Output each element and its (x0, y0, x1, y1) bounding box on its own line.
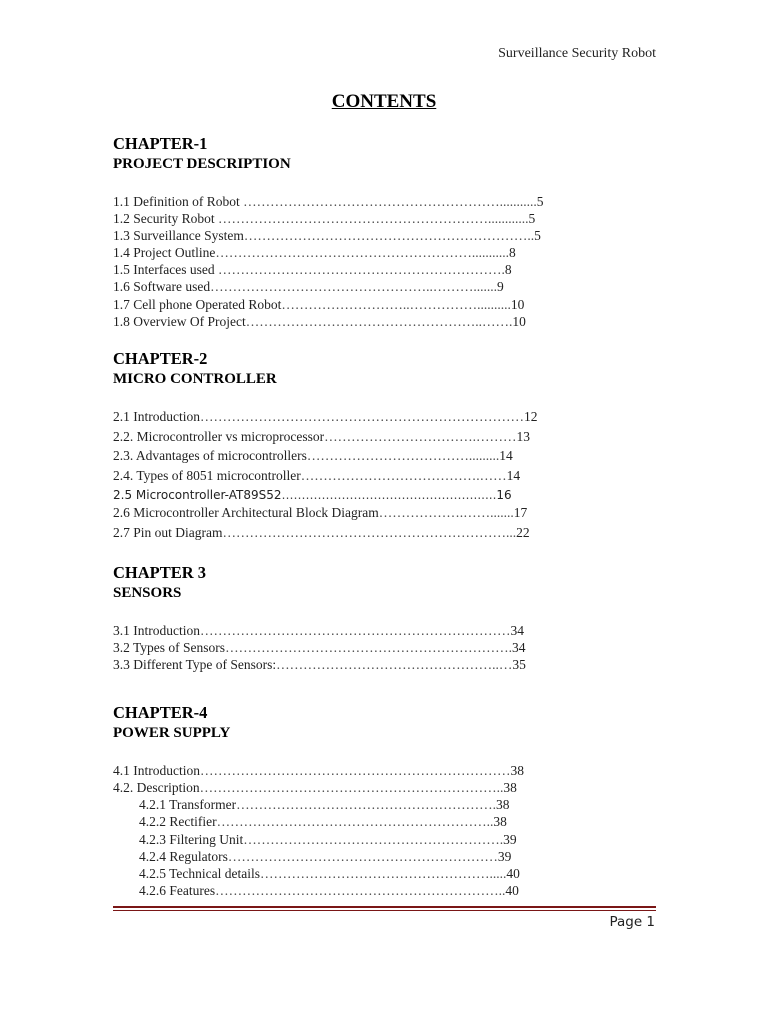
toc-entry-title: 4.2.3 Filtering Unit (139, 832, 244, 847)
toc-entry-page: 38 (510, 763, 524, 778)
toc-entry-page: 38 (493, 814, 507, 829)
toc-entry-title: 4.2.2 Rectifier (139, 814, 217, 829)
toc-entry[interactable] (113, 193, 573, 210)
toc-entry[interactable] (113, 487, 577, 504)
toc-entry[interactable] (113, 447, 577, 464)
toc-entry-title: 3.1 Introduction (113, 623, 200, 638)
toc-leader: ……………………………………………..……. (245, 314, 513, 329)
toc-leader: …………………………………………………… (227, 849, 498, 864)
toc-entry-page: 8 (504, 262, 512, 277)
toc-entry[interactable] (113, 296, 573, 313)
toc-entry[interactable] (113, 467, 577, 484)
toc-entry-page: 8 (508, 245, 516, 260)
toc-leader: ………………………………………………………….. (199, 780, 504, 795)
toc-entry-page: 16 (496, 488, 512, 502)
toc-leader: …………………………………………..… (276, 657, 513, 672)
footer-divider-thin (113, 910, 656, 911)
running-header: Surveillance Security Robot (498, 46, 656, 61)
footer-divider (113, 906, 656, 908)
chapter-1-heading (113, 134, 291, 174)
toc-entry-title: 2.2. Microcontroller vs microprocessor (113, 429, 325, 444)
chapter-2-heading (113, 349, 277, 389)
toc-entry-page: 39 (497, 849, 512, 864)
toc-entry[interactable] (113, 278, 573, 295)
toc-entry-page: 9 (496, 279, 504, 294)
toc-entry-title: 1.8 Overview Of Project (113, 314, 246, 329)
toc-entry-title: 2.6 Microcontroller Architectural Block Diagram (113, 505, 379, 520)
toc-entry-page: 10 (510, 297, 525, 312)
toc-leader: ………………………………………………………. (217, 262, 505, 277)
toc-entry[interactable] (139, 865, 573, 882)
toc-entry-title: 4.2. Description (113, 780, 200, 795)
toc-entry-page: 40 (506, 866, 520, 881)
toc-entry[interactable] (113, 261, 573, 278)
toc-entry[interactable] (113, 639, 575, 656)
page-number: Page 1 (609, 914, 655, 930)
toc-entry[interactable] (139, 882, 573, 899)
toc-leader: …………………………………………..………....... (210, 279, 497, 294)
toc-entry-title: 4.1 Introduction (113, 763, 200, 778)
toc-leader: ……………………………………………………….. (215, 883, 506, 898)
toc-leader: ………………………………….…… (300, 468, 507, 483)
toc-entry-title: 4.2.5 Technical details (139, 866, 261, 881)
toc-entry-title: 1.6 Software used (113, 279, 211, 294)
toc-entry-page: 14 (506, 468, 521, 483)
toc-entry[interactable] (139, 848, 573, 865)
toc-entry[interactable] (113, 656, 575, 673)
chapter-number: CHAPTER-4 (113, 703, 208, 722)
toc-entry-page: 5 (536, 194, 544, 209)
toc-leader: ……………………………………………..... (260, 866, 507, 881)
toc-entry[interactable] (113, 408, 575, 425)
toc-entry-page: 17 (513, 505, 528, 520)
chapter-number: CHAPTER-2 (113, 349, 208, 368)
toc-leader: …………………………………………………. (243, 832, 504, 847)
toc-entry-page: 38 (496, 797, 510, 812)
toc-leader: ……………………………………………………............ (218, 211, 529, 226)
toc-entry-title: 4.2.1 Transformer (139, 797, 237, 812)
toc-leader: ………………………………………………………. (225, 640, 512, 655)
toc-entry-page: 34 (511, 640, 526, 655)
toc-leader: ……………………………………………………….. (243, 228, 535, 243)
chapter-title: MICRO CONTROLLER (113, 371, 277, 387)
chapter-title: POWER SUPPLY (113, 725, 231, 741)
toc-entry-title: 1.1 Definition of Robot (113, 194, 244, 209)
toc-entry-title: 1.7 Cell phone Operated Robot (113, 297, 282, 312)
toc-entry-page: 34 (510, 623, 524, 638)
toc-entry-page: 38 (503, 780, 517, 795)
toc-entry[interactable] (113, 762, 569, 779)
toc-entry-page: 22 (516, 525, 530, 540)
toc-leader: ……………….……....... (378, 505, 514, 520)
chapter-number: CHAPTER-1 (113, 134, 208, 153)
toc-entry-page: 35 (512, 657, 526, 672)
toc-entry[interactable] (113, 244, 573, 261)
toc-entry[interactable] (113, 622, 575, 639)
toc-entry-title: 2.7 Pin out Diagram (113, 525, 223, 540)
toc-leader: ………………………………......... (306, 448, 500, 463)
chapter-3-heading (113, 563, 206, 603)
toc-entry-title: 3.2 Types of Sensors (113, 640, 226, 655)
toc-entry-title: 1.4 Project Outline (113, 245, 216, 260)
toc-entry-title: 2.3. Advantages of microcontrollers (113, 448, 307, 463)
toc-leader: …………………………………………………….. (216, 814, 494, 829)
toc-entry-title: 1.2 Security Robot (113, 211, 218, 226)
chapter-title: PROJECT DESCRIPTION (113, 156, 291, 172)
toc-entry[interactable] (139, 831, 573, 848)
toc-entry-page: 13 (516, 429, 530, 444)
toc-entry-page: 14 (499, 448, 513, 463)
toc-entry-page: 12 (524, 409, 538, 424)
toc-entry-title: 4.2.4 Regulators (139, 849, 228, 864)
toc-entry-title: 1.3 Surveillance System (113, 228, 244, 243)
toc-entry[interactable] (113, 210, 573, 227)
toc-leader: …………………………………………………………… (200, 623, 511, 638)
toc-entry-title: 2.4. Types of 8051 microcontroller (113, 468, 301, 483)
toc-entry[interactable] (139, 796, 573, 813)
toc-entry-title: 1.5 Interfaces used (113, 262, 218, 277)
chapter-4-heading (113, 703, 230, 743)
toc-entry-title: 2.5 Microcontroller-AT89S52 (113, 488, 282, 502)
toc-entry[interactable] (113, 428, 581, 445)
toc-entry[interactable] (139, 813, 573, 830)
toc-leader: …………………………………………………………… (200, 763, 511, 778)
toc-leader: …………………………………………...... (281, 488, 497, 502)
toc-entry-page: 40 (505, 883, 519, 898)
toc-leader: …………………………………………………........... (243, 194, 537, 209)
toc-entry-page: 5 (528, 211, 536, 226)
toc-entry-page: 10 (512, 314, 526, 329)
chapter-number: CHAPTER 3 (113, 563, 207, 582)
page-title: CONTENTS (331, 91, 437, 112)
toc-leader: …………………………………………………........... (215, 245, 509, 260)
toc-entry-page: 5 (534, 228, 541, 243)
toc-entry[interactable] (113, 779, 573, 796)
toc-entry[interactable] (113, 504, 579, 521)
toc-entry[interactable] (113, 313, 573, 330)
toc-leader: …………………………………………………. (236, 797, 496, 812)
toc-entry[interactable] (113, 524, 579, 541)
toc-leader: …………………………….……… (324, 429, 517, 444)
chapter-title: SENSORS (113, 585, 182, 601)
toc-entry-title: 3.3 Different Type of Sensors: (113, 657, 277, 672)
toc-leader: ………………………………………………………... (222, 525, 517, 540)
toc-leader: ……………………………………………………………… (200, 409, 524, 424)
toc-entry[interactable] (113, 227, 573, 244)
toc-leader: ………………………..…………….......... (281, 297, 511, 312)
toc-entry-title: 4.2.6 Features (139, 883, 216, 898)
toc-entry-page: 39 (503, 832, 517, 847)
toc-entry-title: 2.1 Introduction (113, 409, 200, 424)
